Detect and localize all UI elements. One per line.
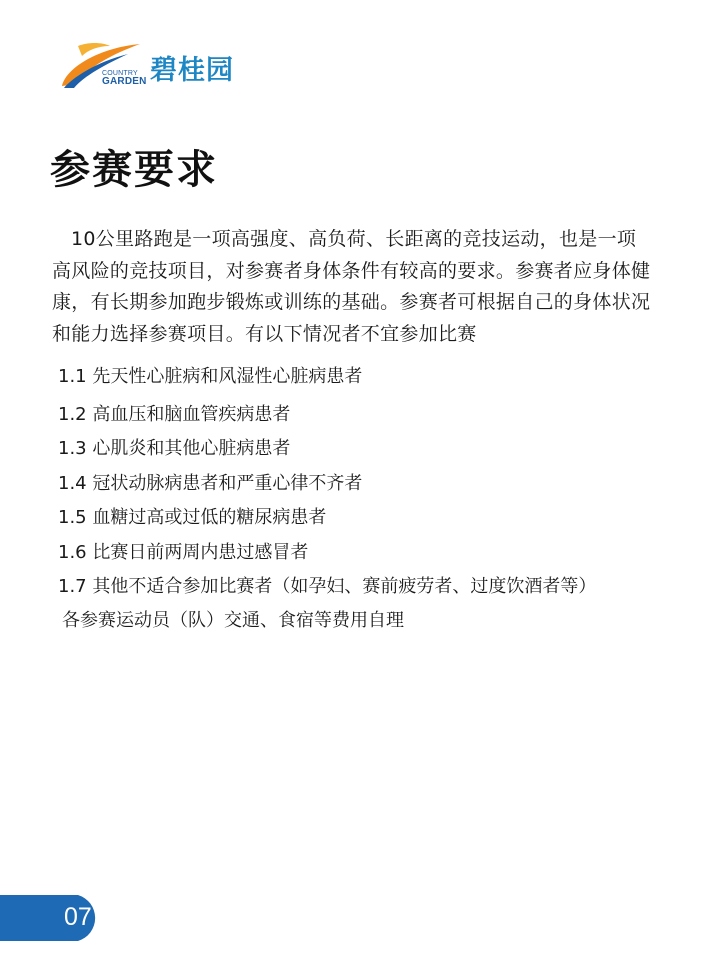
expense-note: 各参赛运动员（队）交通、食宿等费用自理: [62, 610, 404, 631]
list-item: 1.5 血糖过高或过低的糖尿病患者: [58, 507, 327, 528]
brand-english-line1: COUNTRY: [102, 70, 138, 77]
brand-logo: [58, 38, 258, 94]
brand-english-name: [102, 70, 147, 86]
list-item: 1.7 其他不适合参加比赛者（如孕妇、赛前疲劳者、过度饮酒者等）: [58, 576, 597, 597]
brand-english-line2: GARDEN: [102, 76, 147, 87]
page-number: 07: [64, 903, 92, 931]
list-item: 1.2 高血压和脑血管疾病患者: [58, 403, 291, 425]
page-title: 参赛要求: [50, 147, 218, 193]
brand-chinese-name: 碧桂园: [150, 55, 234, 86]
list-item: 1.4 冠状动脉病患者和严重心律不齐者: [58, 472, 363, 494]
intro-paragraph: 10公里路跑是一项高强度、高负荷、长距离的竞技运动，也是一项高风险的竞技项目，对参赛者身体条件有较高的要求。参赛者应身体健康，有长期参加跑步锻炼或训练的基础。参赛者可根据自己的身体状况和能力选择参赛项目。有以下情况者不宜参加比赛: [52, 228, 651, 345]
condition-list: [58, 360, 678, 605]
page-number-tab: [0, 893, 102, 943]
list-item: 1.6 比赛日前两周内患过感冒者: [58, 541, 309, 563]
list-item: 1.1 先天性心脏病和风湿性心脏病患者: [58, 366, 363, 387]
list-item: 1.3 心肌炎和其他心脏病患者: [58, 438, 291, 459]
